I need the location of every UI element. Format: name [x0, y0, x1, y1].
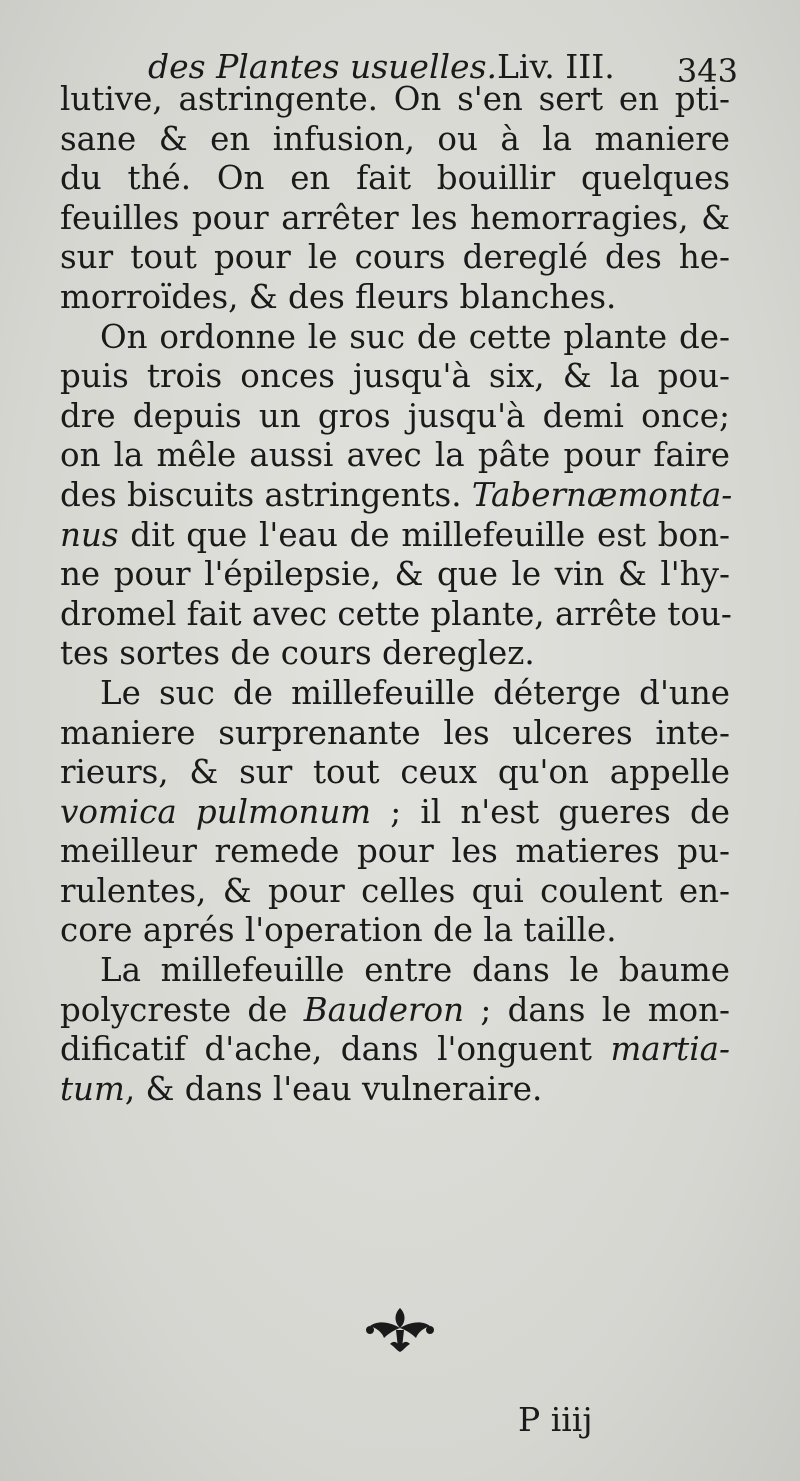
paragraph-2	[60, 317, 733, 674]
italic-term: vomica pulmonum	[60, 792, 372, 831]
text-line: dre depuis un gros jusqu'à demi once;	[60, 396, 730, 435]
text-line-mixed: dificatif d'ache, dans l'onguent martia-	[60, 1030, 730, 1069]
text-line-mixed: polycreste de Bauderon ; dans le mon-	[60, 990, 730, 1029]
text-line: On ordonne le suc de cette plante de-	[100, 317, 730, 356]
paragraph-4	[60, 951, 730, 1109]
text-line: La millefeuille entre dans le baume	[100, 951, 730, 990]
fleuron-ornament-icon	[360, 1300, 440, 1360]
text-line: feuilles pour arrêter les hemorragies, &	[60, 198, 730, 237]
text-line: dromel fait avec cette plante, arrête tou-	[60, 594, 732, 633]
italic-term: tum	[60, 1069, 125, 1108]
paragraph-3	[60, 674, 730, 951]
italic-term: Bauderon	[303, 990, 465, 1029]
text-line: rulentes, & pour celles qui coulent en-	[60, 871, 730, 910]
text-line-mixed: tum, & dans l'eau vulneraire.	[60, 1069, 543, 1108]
text-line-mixed: nus dit que l'eau de millefeuille est bon-	[60, 515, 730, 554]
text-line: lutive, astringente. On s'en sert en pti-	[60, 80, 730, 118]
running-title: des Plantes usuelles.	[148, 47, 498, 86]
text-line: rieurs, & sur tout ceux qu'on appelle	[60, 753, 730, 792]
text-line-mixed: des biscuits astringents. Tabernæmonta-	[60, 475, 733, 514]
signature-mark: P iiij	[518, 1400, 593, 1439]
text-line: ne pour l'épilepsie, & que le vin & l'hy-	[60, 555, 730, 594]
text-line: sane & en infusion, ou à la maniere	[60, 119, 730, 158]
italic-term: Tabernæmonta-	[471, 475, 733, 514]
italic-term: martia-	[610, 1030, 730, 1069]
text-line: sur tout pour le cours dereglé des he-	[60, 238, 730, 277]
text-line: tes sortes de cours dereglez.	[60, 634, 535, 673]
book-number: Liv. III.	[497, 47, 615, 86]
text-line: core aprés l'operation de la taille.	[60, 911, 617, 950]
text-line: morroïdes, & des fleurs blanches.	[60, 277, 617, 316]
body-text	[60, 80, 733, 1109]
text-line-mixed: vomica pulmonum ; il n'est gueres de	[60, 792, 730, 831]
text-line: du thé. On en fait bouillir quelques	[60, 159, 730, 198]
text-line: maniere surprenante les ulceres inte-	[60, 713, 730, 752]
page-number: 343	[676, 52, 738, 90]
text-line: Le suc de millefeuille déterge d'une	[100, 673, 730, 712]
text-line: puis trois onces jusqu'à six, & la pou-	[60, 357, 730, 396]
text-line: meilleur remede pour les matieres pu-	[60, 832, 730, 871]
text-line: on la mêle aussi avec la pâte pour faire	[60, 436, 730, 475]
italic-term: nus	[60, 515, 119, 554]
paragraph-1	[60, 80, 730, 318]
